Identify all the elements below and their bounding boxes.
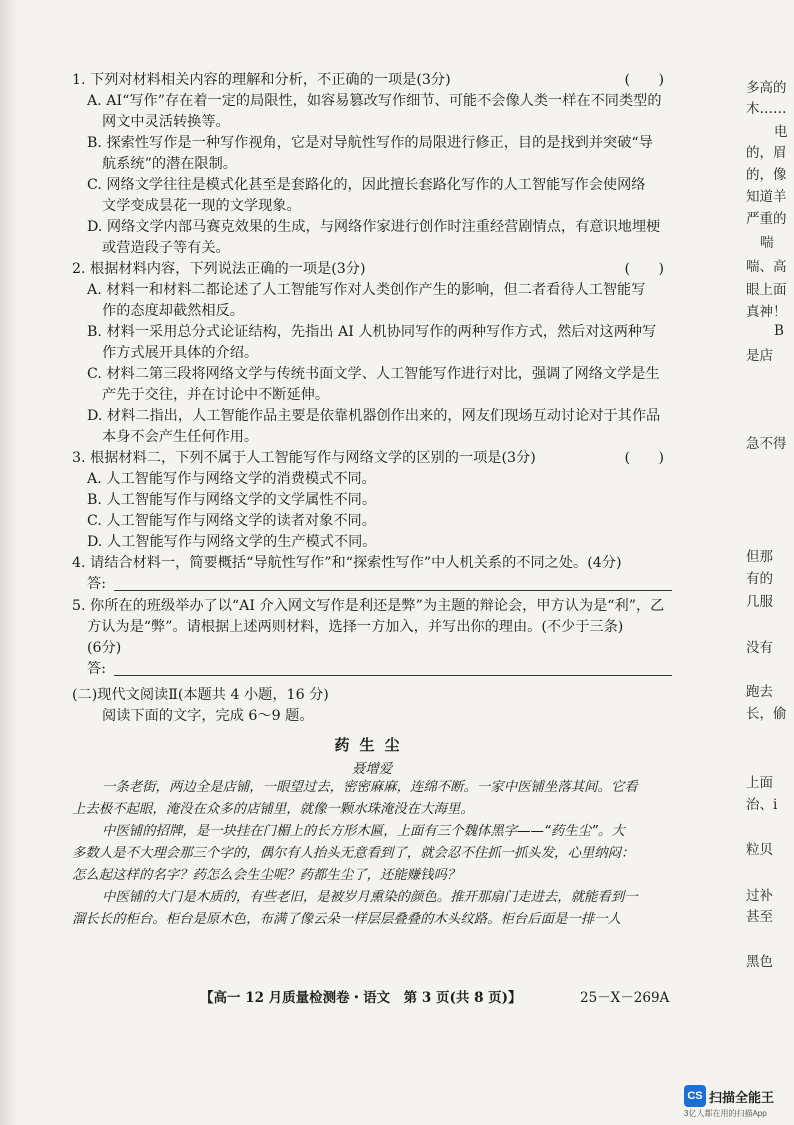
question-5-line-3: (6分): [87, 640, 122, 656]
q1-option-a-cont: 网文中灵活转换等。: [102, 114, 230, 130]
edge-text: 木……: [746, 101, 787, 117]
paragraph-2-line-2: 多数人是不大理会那三个字的，偶尔有人抬头无意看到了，就会忍不住抓一抓头发，心里纳闷：: [72, 846, 635, 861]
q3-option-b: B. 人工智能写作与网络文学的文学属性不同。: [87, 492, 377, 508]
q4-answer-label: 答:: [87, 576, 106, 592]
paragraph-1-line-1: 一条老街，两边全是店铺，一眼望过去，密密麻麻，连绵不断。一家中医铺坐落其间。它看: [102, 780, 638, 795]
edge-text: 治、i: [746, 797, 778, 813]
edge-text: B: [774, 323, 784, 339]
paragraph-1-line-2: 上去极不起眼，淹没在众多的店铺里，就像一颗水珠淹没在大海里。: [72, 802, 474, 817]
q2-option-a-cont: 作的态度却截然相反。: [102, 303, 244, 319]
q2-option-d-cont: 本身不会产生任何作用。: [102, 429, 259, 445]
edge-text: 没有: [746, 640, 773, 656]
q5-answer-line[interactable]: [72, 659, 672, 681]
question-3-stem: 3. 根据材料二，下列不属于人工智能写作与网络文学的区别的一项是(3分) ( ): [72, 450, 664, 466]
scanner-app-name: 扫描全能王: [709, 1089, 775, 1105]
edge-text: 黑色: [746, 954, 773, 970]
q5-answer-rule: [114, 675, 672, 676]
page-footer-code: 25－X－269A: [580, 990, 670, 1006]
edge-text: 电: [774, 124, 788, 140]
q4-answer-rule: [114, 590, 672, 591]
edge-text: 知道羊: [746, 189, 787, 205]
q2-option-c-cont: 产先于交往，并在讨论中不断延伸。: [102, 387, 330, 403]
camscanner-logo: CS: [684, 1085, 706, 1107]
question-1-stem: 1. 下列对材料相关内容的理解和分析，不正确的一项是(3分) ( ): [72, 72, 664, 88]
passage-title: 药生尘: [334, 736, 410, 754]
edge-text: 的，眉: [746, 145, 787, 161]
q2-option-d: D. 材料二指出，人工智能作品主要是依靠机器创作出来的，网友们现场互动讨论对于其作品: [87, 408, 661, 424]
question-area: [72, 70, 672, 931]
question-5-line-2: 方认为是“弊”。请根据上述两则材料，选择一方加入，并写出你的理由。(不少于三条): [87, 619, 624, 635]
question-5-line-1: 5. 你所在的班级举办了以“AI 介入网文写作是利还是弊”为主题的辩论会，甲方认为是“利”，乙: [72, 598, 665, 614]
q3-option-c: C. 人工智能写作与网络文学的读者对象不同。: [87, 513, 376, 529]
edge-text: 跑去: [746, 684, 773, 700]
edge-text: 严重的: [746, 211, 787, 227]
page-footer-label: 【高一 12 月质量检测卷・语文 第 3 页(共 8 页)】: [200, 990, 522, 1006]
edge-text: 几服: [746, 594, 773, 610]
scanner-tagline: 3亿人都在用的扫描App: [684, 1109, 767, 1118]
section-instruction: 阅读下面的文字，完成 6～9 题。: [102, 708, 314, 724]
edge-text: 甚至: [746, 909, 773, 925]
paragraph-2-line-1: 中医铺的招牌，是一块挂在门楣上的长方形木匾，上面有三个魏体黑字——“药生尘”。大: [102, 824, 625, 839]
q2-option-a: A. 材料一和材料二都论述了人工智能写作对人类创作产生的影响，但二者看待人工智能写: [87, 282, 646, 298]
edge-text: 眼上面: [746, 282, 787, 298]
edge-text: 的，像: [746, 167, 787, 183]
scanner-watermark: [684, 1085, 774, 1119]
paragraph-3-line-1: 中医铺的大门是木质的，有些老旧，是被岁月熏染的颜色。推开那扇门走进去，就能看到一: [102, 890, 638, 905]
question-2-stem: 2. 根据材料内容，下列说法正确的一项是(3分) ( ): [72, 261, 664, 277]
adjacent-page-fragment: [738, 0, 794, 1125]
q5-answer-label: 答:: [87, 661, 106, 677]
paragraph-3-line-2: 溜长长的柜台。柜台是原木色，布满了像云朵一样层层叠叠的木头纹路。柜台后面是一排一人: [72, 912, 622, 927]
edge-text: 上面: [746, 775, 773, 791]
edge-text: 多高的: [746, 80, 787, 96]
edge-text: 过补: [746, 888, 773, 904]
question-4-stem: 4. 请结合材料一，简要概括“导航性写作”和“探索性写作”中人机关系的不同之处。(4分): [72, 555, 622, 571]
edge-text: 喘、高: [746, 259, 787, 275]
q2-option-b-cont: 作方式展开具体的介绍。: [102, 345, 259, 361]
edge-text: 喘: [760, 235, 774, 251]
edge-text: 真神！: [746, 304, 787, 320]
q3-option-a: A. 人工智能写作与网络文学的消费模式不同。: [87, 471, 376, 487]
edge-text: 粒贝: [746, 842, 773, 858]
edge-text: 长，偷: [746, 706, 787, 722]
q1-option-c-cont: 文学变成昙花一现的文学现象。: [102, 198, 301, 214]
q1-option-b: B. 探索性写作是一种写作视角，它是对导航性写作的局限进行修正，目的是找到并突破“导: [87, 135, 653, 151]
q1-option-a: A. AI“写作”存在着一定的局限性，如容易篡改写作细节、可能不会像人类一样在不同类型的: [87, 93, 662, 109]
q1-option-d-cont: 或营造段子等有关。: [102, 240, 230, 256]
q2-option-b: B. 材料一采用总分式论证结构，先指出 AI 人机协同写作的两种写作方式，然后对这两种写: [87, 324, 657, 340]
q4-answer-line[interactable]: [72, 574, 672, 596]
edge-text: 有的: [746, 571, 773, 587]
q1-option-d: D. 网络文学内部马赛克效果的生成，与网络作家进行创作时注重经营剧情点，有意识地埋梗: [87, 219, 661, 235]
q1-option-c: C. 网络文学往往是模式化甚至是套路化的，因此擅长套路化写作的人工智能写作会使网络: [87, 177, 646, 193]
page-fold-shadow: [0, 0, 18, 1125]
paragraph-2-line-3: 怎么起这样的名字？药怎么会生尘呢？药都生尘了，还能赚钱吗？: [72, 868, 461, 883]
edge-text: 是店: [746, 348, 773, 364]
q1-option-b-cont: 航系统”的潜在限制。: [102, 156, 237, 172]
q2-option-c: C. 材料二第三段将网络文学与传统书面文学、人工智能写作进行对比，强调了网络文学是生: [87, 366, 660, 382]
edge-text: 但那: [746, 549, 773, 565]
q3-option-d: D. 人工智能写作与网络文学的生产模式不同。: [87, 534, 377, 550]
passage-author: 聂增爱: [351, 761, 393, 777]
edge-text: 急不得: [746, 436, 787, 452]
section-heading: (二)现代文阅读Ⅱ(本题共 4 小题，16 分): [72, 687, 329, 703]
